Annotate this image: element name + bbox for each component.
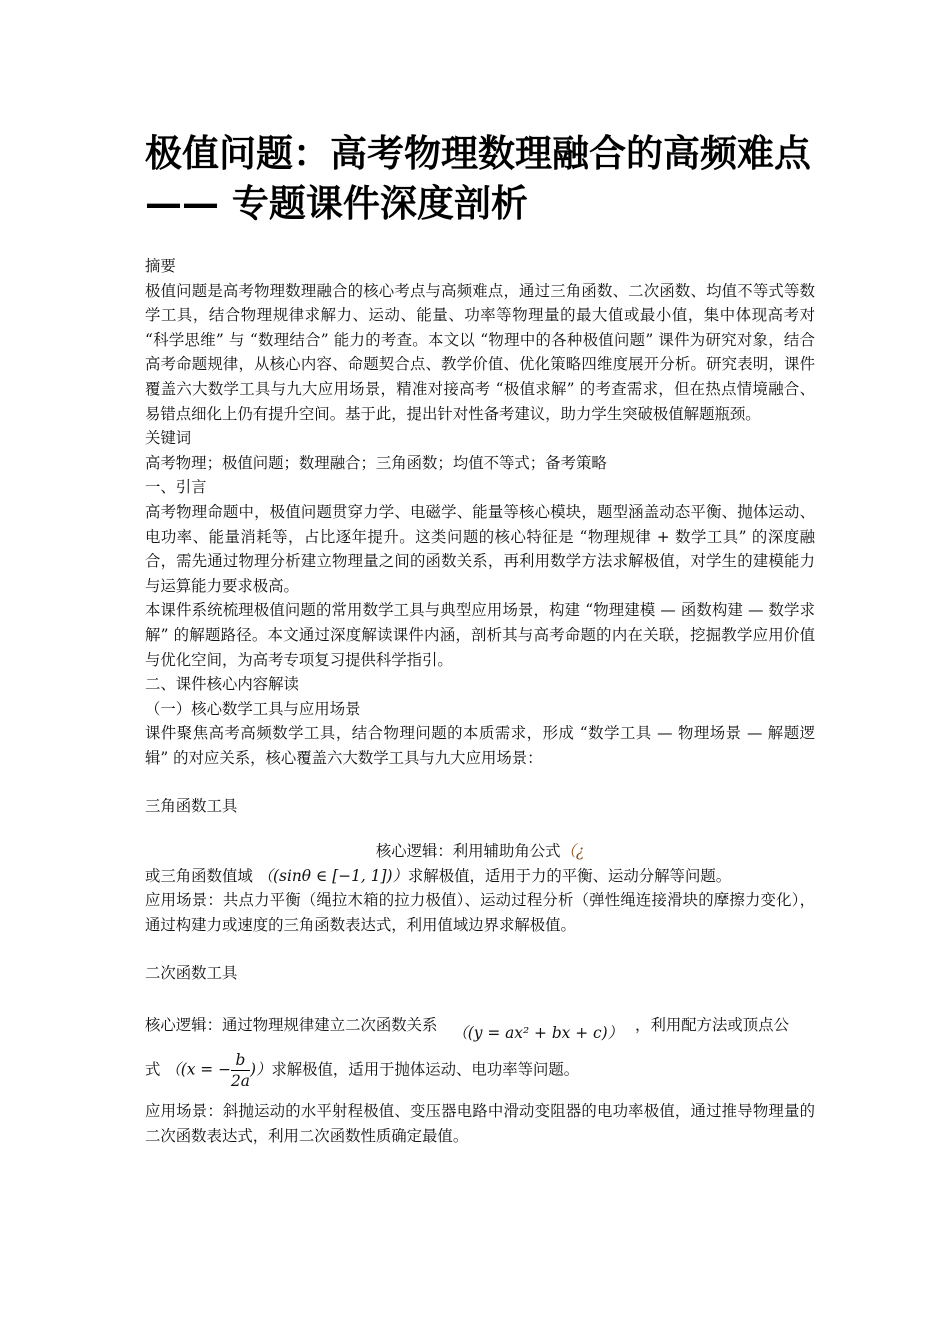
fraction-denominator: 2a: [230, 1072, 250, 1091]
quad-vertex-label: 式: [145, 1060, 161, 1079]
quad-logic-method: ，利用配方法或顶点公: [635, 1016, 789, 1035]
quad-heading: 二次函数工具: [145, 964, 238, 983]
trig-logic-text: 核心逻辑：利用辅助角公式: [375, 842, 561, 861]
trig-logic-line-2: [145, 864, 815, 889]
trig-scene: 应用场景：共点力平衡（绳拉木箱的拉力极值）、运动过程分析（弹性绳连接滑块的摩擦力变化），通过构建力或速度的三角函数表达式，利用值域边界求解极值。: [145, 891, 815, 934]
quad-logic-line-2: [145, 1050, 815, 1091]
section1-paragraph-1: 高考物理命题中，极值问题贯穿力学、电磁学、能量等核心模块，题型涵盖动态平衡、抛体运动、电功率、能量消耗等，占比逐年提升。这类问题的核心特征是 “物理规律 + 数学工具” 的深度融合，需先通过物理分析建立物理量之间的函数关系，再利用数学方法求解极值，对学生的建模能力与运算能力要求极高。: [145, 502, 815, 595]
section2-intro: 课件聚焦高考高频数学工具，结合物理问题的本质需求，形成 “数学工具 — 物理场景 — 解题逻辑” 的对应关系，核心覆盖六大数学工具与九大应用场景：: [145, 724, 815, 767]
trig-range-text: 或三角函数值域: [145, 866, 253, 885]
trig-range-formula: （(sinθ ∈ [−1, 1])）: [257, 866, 408, 885]
quad-vertex-post: )）: [249, 1060, 272, 1079]
section1-heading: 一、引言: [145, 478, 207, 497]
fraction-numerator: b: [231, 1050, 250, 1071]
quad-vertex-fraction: [231, 1050, 250, 1091]
trig-heading: 三角函数工具: [145, 797, 238, 816]
quad-logic-line-1: [145, 1010, 815, 1043]
quad-logic-end: 求解极值，适用于抛体运动、电功率等问题。: [271, 1060, 580, 1079]
trig-formula-placeholder: （¿: [560, 842, 585, 861]
trig-logic-end: 求解极值，适用于力的平衡、运动分解等问题。: [407, 866, 732, 885]
abstract-text: 极值问题是高考物理数理融合的核心考点与高频难点，通过三角函数、二次函数、均值不等式等数学工具，结合物理规律求解力、运动、能量、功率等物理量的最大值或最小值，集中体现高考对 “科学思维” 与 “数理结合” 能力的考查。本文以 “物理中的各种极值问题” 课件为研究对象，结合高考命题规律，从核心内容、命题契合点、教学价值、优化策略四维度展开分析。研究表明，课件覆盖六大数学工具与九大应用场景，精准对接高考 “极值求解” 的考查需求，但在热点情境融合、易错点细化上仍有提升空间。基于此，提出针对性备考建议，助力学生突破极值解题瓶颈。: [145, 281, 815, 423]
quad-function-formula: （(y = ax² + bx + c)）: [452, 1024, 624, 1043]
quad-logic-text: 核心逻辑：通过物理规律建立二次函数关系: [145, 1016, 438, 1035]
quad-scene: 应用场景：斜抛运动的水平射程极值、变压器电路中滑动变阻器的电功率极值，通过推导物理量的二次函数表达式，利用二次函数性质确定最值。: [145, 1102, 815, 1145]
abstract-heading: 摘要: [145, 257, 176, 275]
quad-vertex-pre: （(x = −: [165, 1060, 231, 1079]
keywords-heading: 关键词: [145, 429, 192, 448]
section1-paragraph-2: 本课件系统梳理极值问题的常用数学工具与典型应用场景，构建 “物理建模 — 函数构建 — 数学求解” 的解题路径。本文通过深度解读课件内涵，剖析其与高考命题的内在关联，挖掘教学应用价值与优化空间，为高考专项复习提供科学指引。: [145, 601, 815, 669]
section2-subheading: （一）核心数学工具与应用场景: [145, 699, 361, 718]
section2-heading: 二、课件核心内容解读: [145, 675, 299, 694]
trig-logic-line-1: [145, 839, 815, 864]
document-page: [145, 128, 815, 1148]
keywords-text: 高考物理；极值问题；数理融合；三角函数；均值不等式；备考策略: [145, 453, 607, 472]
document-title: 极值问题：高考物理数理融合的高频难点 —— 专题课件深度剖析: [145, 131, 811, 225]
